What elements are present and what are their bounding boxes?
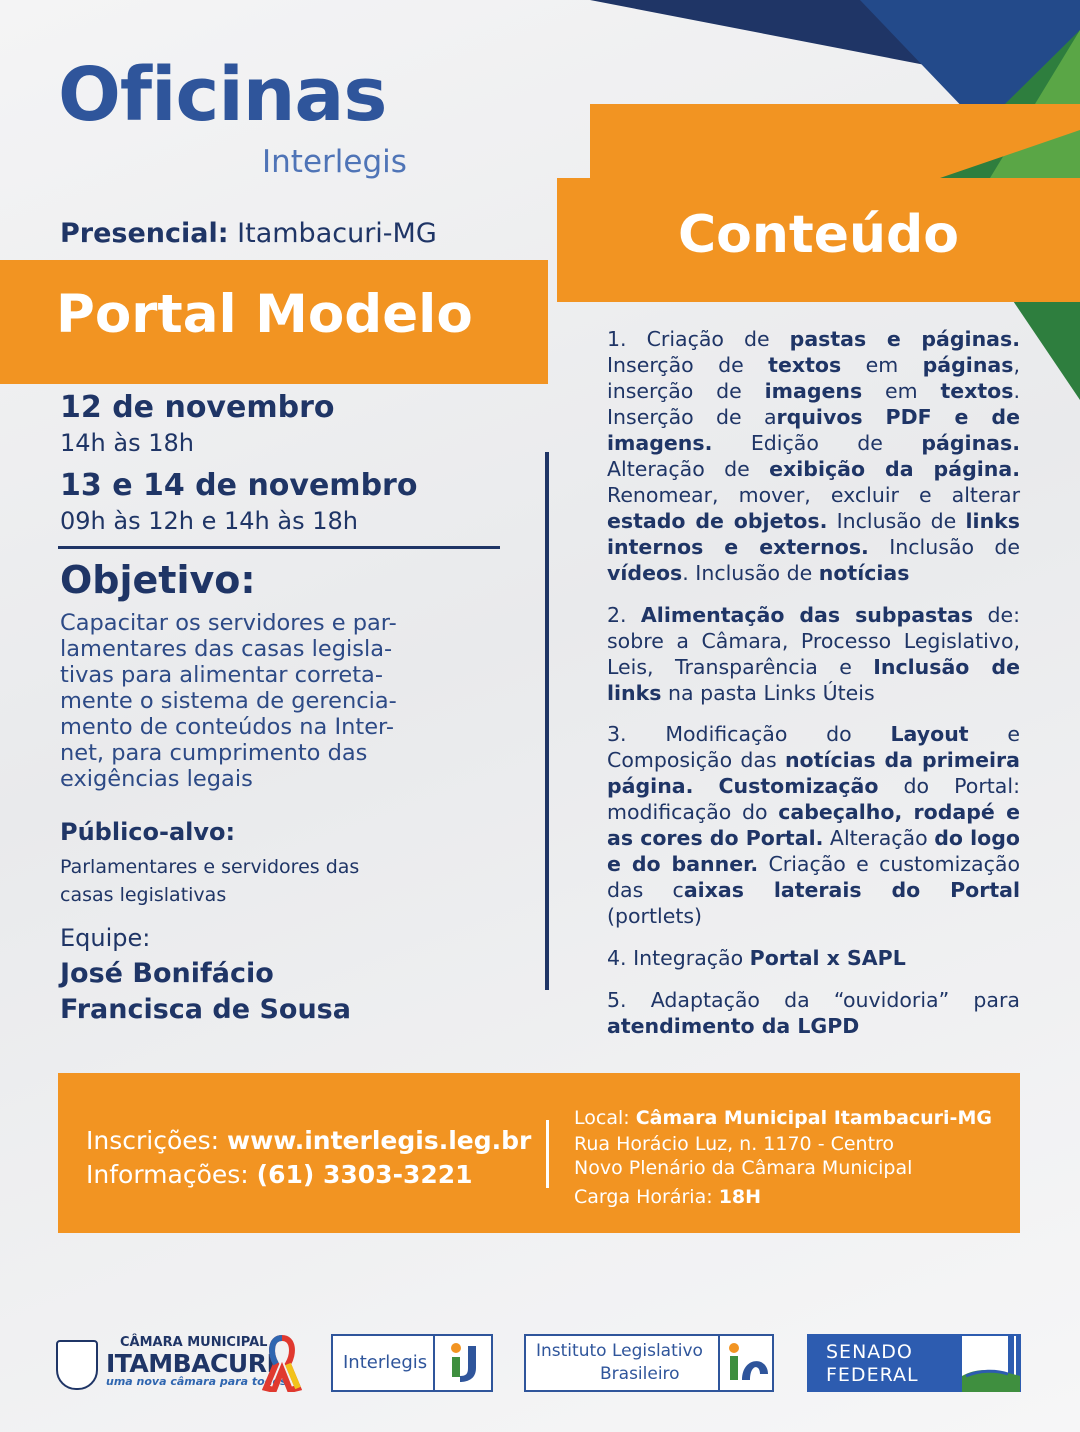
- publico-title: Público-alvo:: [60, 818, 236, 846]
- ilb-logo-line1: Instituto Legislativo: [536, 1341, 703, 1361]
- inscricoes-link[interactable]: www.interlegis.leg.br: [227, 1126, 532, 1155]
- conteudo-item-bold: aixas laterais do Portal: [683, 878, 1020, 902]
- conteudo-item-bold: textos: [940, 379, 1014, 403]
- interlegis-logo-divider: [433, 1334, 435, 1392]
- presencial-place: Itambacuri-MG: [237, 218, 437, 249]
- conteudo-item-bold: notícias da primeira página.: [607, 748, 1020, 798]
- venue-line: Novo Plenário da Câmara Municipal: [574, 1157, 913, 1179]
- conteudo-item-bold: estado de objetos.: [607, 509, 828, 533]
- conteudo-item: [607, 945, 1020, 971]
- date-1: 12 de novembro: [60, 390, 335, 425]
- conteudo-item-bold: Alimentação das subpastas: [640, 603, 974, 627]
- awareness-ribbon-icon: [262, 1334, 302, 1392]
- oficinas-logo: [58, 52, 386, 138]
- senado-logo-line1: SENADO: [826, 1341, 913, 1363]
- objetivo-line: net, para cumprimento das: [60, 740, 368, 766]
- conteudo-item-text: Criação e customização das c: [607, 852, 1020, 902]
- objetivo-line: lamentares das casas legisla-: [60, 636, 393, 662]
- publico-line: Parlamentares e servidores das: [60, 856, 360, 878]
- conteudo-item-bold: pastas e páginas.: [789, 327, 1021, 351]
- publico-text: [60, 853, 480, 909]
- local-label: Local:: [574, 1107, 630, 1129]
- conteudo-item-text: . Inclusão de: [682, 561, 819, 585]
- footer-divider: [546, 1120, 549, 1188]
- conteudo-item-text: de: sobre a Câmara, Processo Legislativo, Leis, Transparência e: [607, 603, 1020, 679]
- publico-line: casas legislativas: [60, 884, 227, 906]
- conteudo-item-text: Inserção de: [607, 353, 769, 377]
- informacoes-phone: (61) 3303-3221: [256, 1160, 473, 1189]
- objetivo-line: Capacitar os servidores e par-: [60, 610, 397, 636]
- conteudo-item-bold: atendimento da LGPD: [607, 1014, 860, 1038]
- conteudo-item-text: na pasta Links Úteis: [661, 681, 875, 705]
- date-2-time: 09h às 12h e 14h às 18h: [60, 507, 358, 535]
- conteudo-item-text: Edição de: [712, 431, 922, 455]
- inscricoes-label: Inscrições:: [86, 1126, 220, 1155]
- objetivo-line: mente o sistema de gerencia-: [60, 688, 397, 714]
- carga-line: [574, 1186, 761, 1208]
- conteudo-item-text: Inclusão de: [827, 509, 966, 533]
- conteudo-item-text: [693, 774, 718, 798]
- local-line: [574, 1107, 992, 1129]
- informacoes-line: [86, 1160, 473, 1189]
- conteudo-item-bold: exibição da página.: [769, 457, 1020, 481]
- informacoes-label: Informações:: [86, 1160, 249, 1189]
- conteudo-item-text: (portlets): [607, 904, 703, 928]
- camara-crest-icon: [56, 1340, 98, 1390]
- ilb-logo-divider: [718, 1334, 720, 1392]
- conteudo-title: Conteúdo: [678, 205, 959, 265]
- ilb-logo-line2: Brasileiro: [600, 1364, 680, 1384]
- conteudo-item: [607, 721, 1020, 929]
- conteudo-item-text: do Portal: modificação do: [607, 774, 1020, 824]
- objetivo-title: Objetivo:: [60, 558, 256, 602]
- conteudo-item-bold: do logo e do banner.: [607, 826, 1020, 876]
- conteudo-item-bold: Portal x SAPL: [749, 946, 906, 970]
- team-member: José Bonifácio: [60, 958, 274, 989]
- conteudo-item-bold: notícias: [818, 561, 910, 585]
- conteudo-item-text: 4. Integração: [607, 946, 750, 970]
- oficinas-logo-text: Oficinas: [58, 52, 387, 138]
- presencial-line: [60, 218, 437, 249]
- conteudo-item-bold: vídeos: [607, 561, 683, 585]
- conteudo-item-text: Alteração: [823, 826, 935, 850]
- conteudo-item: [607, 987, 1020, 1039]
- interlegis-mark-icon: [444, 1340, 488, 1386]
- conteudo-item-text: 3. Modificação do: [607, 722, 891, 746]
- conteudo-item-text: Renomear, mover, excluir e alterar: [607, 483, 1020, 507]
- conteudo-item-bold: imagens: [764, 379, 863, 403]
- conteudo-item-bold: páginas.: [921, 431, 1020, 455]
- interlegis-logo-label: Interlegis: [343, 1352, 428, 1373]
- conteudo-item-bold: rquivos PDF e de imagens.: [607, 405, 1020, 455]
- conteudo-item-text: 2.: [607, 603, 641, 627]
- conteudo-item-text: 5. Adaptação da “ouvidoria” para: [607, 988, 1020, 1012]
- divider: [58, 546, 500, 549]
- date-1-time: 14h às 18h: [60, 429, 194, 457]
- address-line: Rua Horácio Luz, n. 1170 - Centro: [574, 1133, 895, 1155]
- conteudo-item-bold: Inclusão de links: [607, 655, 1020, 705]
- team-member: Francisca de Sousa: [60, 994, 351, 1025]
- inscricoes-line: [86, 1126, 531, 1155]
- course-title: Portal Modelo: [56, 284, 473, 345]
- objetivo-line: mento de conteúdos na Inter-: [60, 714, 394, 740]
- conteudo-item: [607, 326, 1020, 586]
- camara-logo-line1: CÂMARA MUNICIPAL: [120, 1335, 268, 1350]
- objetivo-text: [60, 610, 500, 792]
- presencial-label: Presencial:: [60, 218, 229, 249]
- conteudo-item-bold: páginas: [922, 353, 1014, 377]
- vertical-divider: [545, 452, 549, 990]
- conteudo-item-text: 1. Criação de: [607, 327, 790, 351]
- conteudo-item-text: e Composição das: [607, 722, 1020, 772]
- conteudo-item-bold: Layout: [890, 722, 969, 746]
- oficinas-logo-subtitle: Interlegis: [262, 144, 407, 180]
- camara-logo-line2: ITAMBACURI: [106, 1349, 276, 1378]
- carga-label: Carga Horária:: [574, 1186, 713, 1208]
- conteudo-item-text: Inclusão de: [868, 535, 1020, 559]
- senado-mark-icon: [962, 1336, 1020, 1392]
- conteudo-item-bold: cabeçalho, rodapé e as cores do Portal.: [607, 800, 1020, 850]
- conteudo-item-bold: textos: [768, 353, 842, 377]
- conteudo-item-text: . Inserção de a: [607, 379, 1020, 429]
- objetivo-line: exigências legais: [60, 766, 253, 792]
- conteudo-item-text: Alteração de: [607, 457, 770, 481]
- senado-logo-line2: FEDERAL: [826, 1364, 919, 1386]
- camara-logo-slogan: uma nova câmara para todos: [106, 1375, 287, 1388]
- conteudo-item-bold: Customização: [718, 774, 879, 798]
- carga-value: 18H: [718, 1186, 762, 1208]
- conteudo-item-text: em: [862, 379, 941, 403]
- conteudo-item: [607, 602, 1020, 706]
- objetivo-line: tivas para alimentar correta-: [60, 662, 383, 688]
- conteudo-item-bold: links internos e externos.: [607, 509, 1020, 559]
- equipe-label: Equipe:: [60, 924, 151, 952]
- local-value: Câmara Municipal Itambacuri-MG: [635, 1107, 992, 1129]
- conteudo-item-text: , inserção de: [607, 353, 1020, 403]
- date-2: 13 e 14 de novembro: [60, 468, 418, 503]
- conteudo-item-text: em: [841, 353, 923, 377]
- ilb-mark-icon: [726, 1340, 770, 1386]
